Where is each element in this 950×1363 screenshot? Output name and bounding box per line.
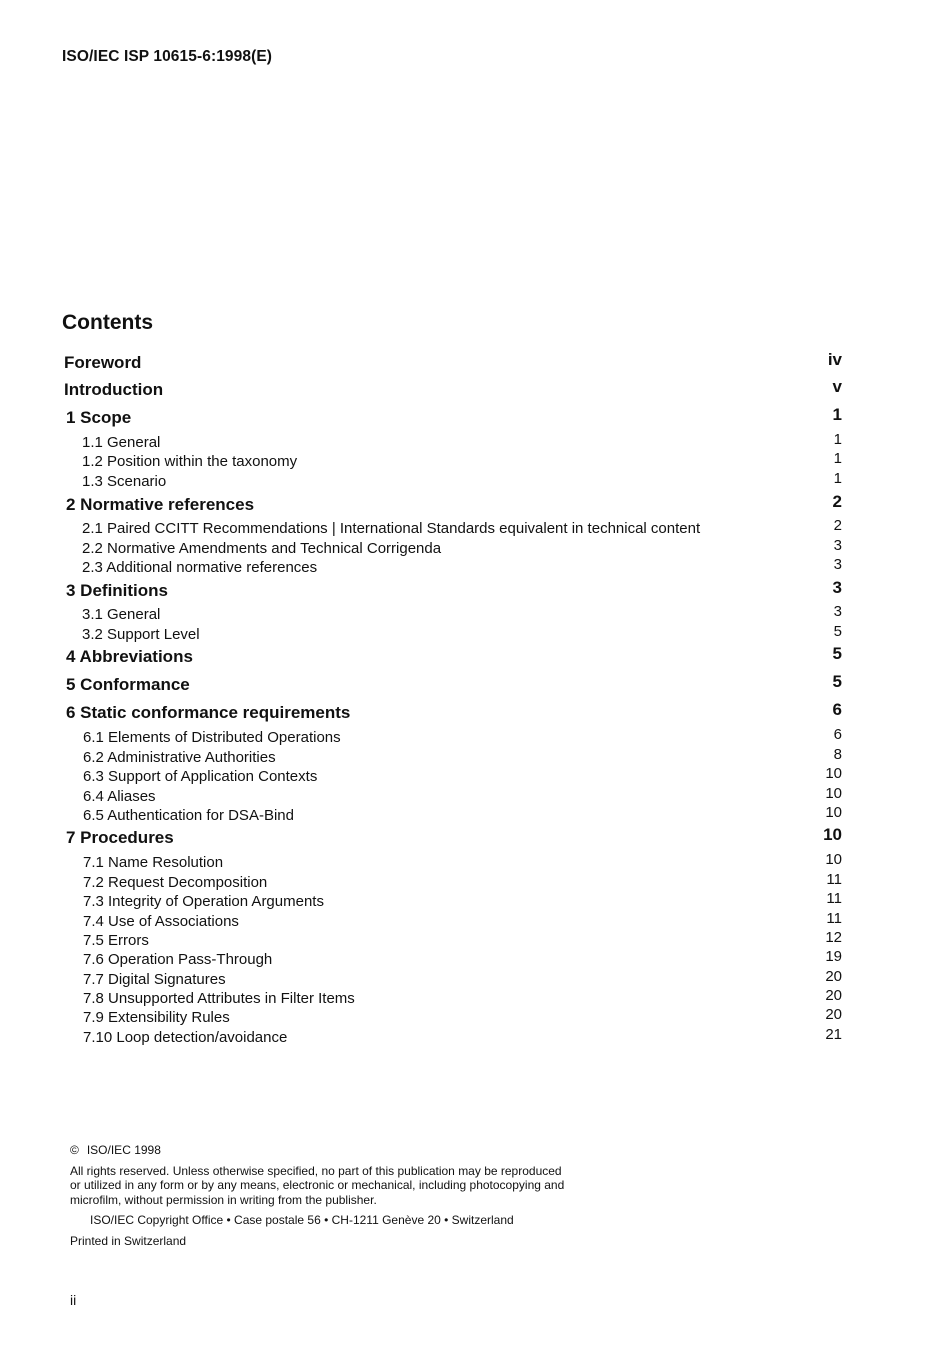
toc-section-entry	[0, 492, 950, 517]
toc-entry-page-number: 1	[833, 431, 842, 448]
toc-entry-title: 1.1 General	[82, 434, 161, 451]
toc-entry-page-number: 1	[833, 470, 842, 487]
toc-subsection-entry	[0, 805, 950, 827]
toc-entry-page-number: 12	[825, 929, 842, 946]
toc-entry-page-number: 19	[825, 948, 842, 965]
toc-entry-title: 7.9 Extensibility Rules	[83, 1009, 230, 1026]
toc-entry-title: 5 Conformance	[66, 675, 190, 694]
toc-entry-title: 1.3 Scenario	[82, 473, 167, 490]
toc-entry-page-number: 8	[833, 746, 842, 763]
toc-entry-page-number: 11	[826, 871, 842, 888]
toc-entry-title: 7.3 Integrity of Operation Arguments	[83, 893, 324, 910]
toc-subsection-entry	[0, 471, 950, 493]
rights-statement-line-3: microfilm, without permission in writing from the publisher.	[70, 1192, 377, 1207]
toc-entry-title: 2.3 Additional normative references	[82, 559, 318, 576]
toc-entry-page-number: 3	[832, 578, 842, 597]
toc-section-entry	[0, 644, 950, 669]
toc-entry-title: 2 Normative references	[66, 495, 255, 514]
toc-entry-title: 6.2 Administrative Authorities	[83, 749, 276, 766]
toc-entry-page-number: 3	[833, 603, 842, 620]
toc-entry-page-number: 5	[832, 644, 842, 663]
toc-entry-page-number: 2	[832, 492, 842, 511]
toc-entry-page-number: 21	[825, 1026, 842, 1043]
toc-subsection-entry	[0, 891, 950, 913]
document-identifier: ISO/IEC ISP 10615-6:1998(E)	[62, 48, 273, 65]
toc-entry-title: 2.2 Normative Amendments and Technical Corrigenda	[82, 540, 442, 557]
toc-entry-title: 6.1 Elements of Distributed Operations	[83, 729, 341, 746]
toc-entry-title: 7.5 Errors	[83, 932, 149, 949]
rights-statement-line-2: or utilized in any form or by any means, electronic or mechanical, including photocopying and	[70, 1178, 565, 1193]
toc-entry-title: 6.3 Support of Application Contexts	[83, 768, 318, 785]
rights-statement-line-1: All rights reserved. Unless otherwise specified, no part of this publication may be reproduced	[70, 1163, 562, 1178]
toc-subsection-entry	[0, 604, 950, 626]
toc-entry-page-number: 3	[833, 556, 842, 573]
toc-entry-page-number: iv	[827, 350, 842, 369]
toc-entry-page-number: 10	[825, 785, 842, 802]
toc-entry-page-number: 20	[825, 1006, 842, 1023]
toc-section-entry	[0, 377, 950, 402]
toc-entry-title: 3.1 General	[82, 606, 161, 623]
copyright-symbol: ©	[70, 1143, 79, 1157]
toc-entry-page-number: 11	[826, 890, 842, 907]
toc-entry-page-number: 6	[833, 726, 842, 743]
toc-entry-title: 3 Definitions	[66, 581, 169, 600]
toc-entry-title: 1.2 Position within the taxonomy	[82, 453, 298, 470]
printed-in: Printed in Switzerland	[70, 1233, 187, 1248]
toc-entry-title: 7.2 Request Decomposition	[83, 874, 268, 891]
toc-entry-title: Introduction	[64, 380, 164, 399]
toc-entry-title: 7 Procedures	[66, 828, 174, 847]
toc-subsection-entry	[0, 852, 950, 874]
toc-entry-title: 7.1 Name Resolution	[83, 854, 224, 871]
toc-entry-title: 7.7 Digital Signatures	[83, 971, 226, 988]
toc-entry-title: 6.5 Authentication for DSA-Bind	[83, 807, 294, 824]
toc-entry-page-number: 1	[832, 405, 842, 424]
contents-heading: Contents	[62, 311, 153, 334]
toc-entry-page-number: 10	[825, 765, 842, 782]
toc-entry-page-number: 20	[825, 987, 842, 1004]
toc-entry-title: 6.4 Aliases	[83, 788, 156, 805]
toc-subsection-entry	[0, 451, 950, 473]
toc-entry-page-number: 1	[833, 450, 842, 467]
toc-subsection-entry	[0, 727, 950, 749]
copyright-notice	[70, 1143, 564, 1249]
toc-entry-title: 3.2 Support Level	[82, 626, 200, 643]
toc-section-entry	[0, 825, 950, 850]
toc-section-entry	[0, 578, 950, 603]
toc-entry-page-number: 10	[825, 804, 842, 821]
toc-entry-page-number: 2	[833, 517, 842, 534]
toc-subsection-entry	[0, 1027, 950, 1049]
toc-subsection-entry	[0, 518, 950, 540]
toc-subsection-entry	[0, 1007, 950, 1029]
toc-entry-title: 7.6 Operation Pass-Through	[83, 951, 273, 968]
copyright-office-address: ISO/IEC Copyright Office • Case postale 56 • CH-1211 Genève 20 • Switzerland	[90, 1213, 514, 1228]
toc-entry-title: 7.8 Unsupported Attributes in Filter Items	[83, 990, 355, 1007]
toc-entry-page-number: 5	[833, 623, 842, 640]
toc-section-entry	[0, 350, 950, 375]
toc-entry-title: 2.1 Paired CCITT Recommendations | International Standards equivalent in technical content	[82, 520, 701, 537]
toc-entry-page-number: 11	[826, 910, 842, 927]
page-number: ii	[70, 1292, 77, 1308]
toc-subsection-entry	[0, 949, 950, 971]
toc-entry-title: 6 Static conformance requirements	[66, 703, 351, 722]
toc-entry-page-number: 10	[825, 851, 842, 868]
toc-entry-page-number: 10	[823, 825, 842, 844]
toc-entry-page-number: 20	[825, 968, 842, 985]
toc-entry-title: 7.10 Loop detection/avoidance	[83, 1029, 288, 1046]
toc-entry-title: 1 Scope	[66, 408, 132, 427]
toc-entry-page-number: v	[832, 377, 842, 396]
toc-section-entry	[0, 700, 950, 725]
toc-entry-title: 7.4 Use of Associations	[83, 913, 239, 930]
copyright-holder-year: ISO/IEC 1998	[86, 1143, 161, 1157]
toc-subsection-entry	[0, 624, 950, 646]
toc-entry-page-number: 3	[833, 537, 842, 554]
toc-subsection-entry	[0, 557, 950, 579]
toc-subsection-entry	[0, 766, 950, 788]
toc-entry-page-number: 6	[832, 700, 842, 719]
toc-section-entry	[0, 405, 950, 430]
toc-section-entry	[0, 672, 950, 697]
toc-entry-page-number: 5	[832, 672, 842, 691]
toc-entry-title: 4 Abbreviations	[66, 647, 193, 666]
toc-entry-title: Foreword	[64, 353, 142, 372]
